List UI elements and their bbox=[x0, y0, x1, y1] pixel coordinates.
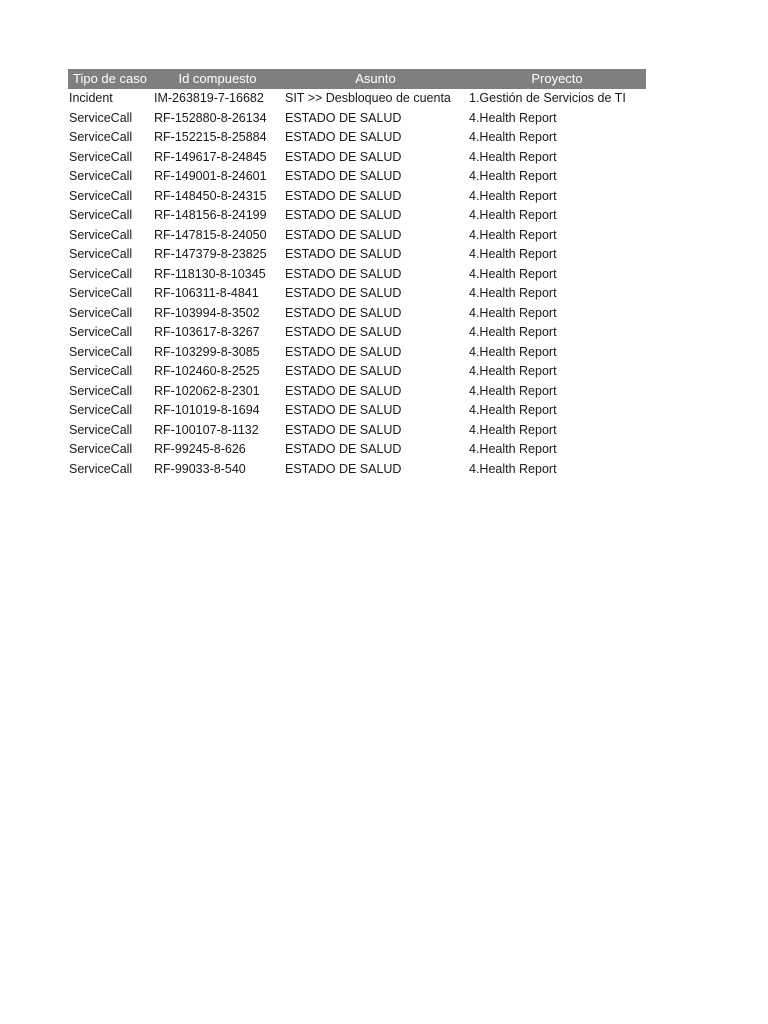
cell-id-compuesto: RF-149001-8-24601 bbox=[154, 169, 267, 183]
cell-proyecto: 4.Health Report bbox=[469, 305, 557, 320]
table-row bbox=[68, 109, 646, 129]
cell-asunto: ESTADO DE SALUD bbox=[285, 364, 402, 378]
cell-id-compuesto: RF-99033-8-540 bbox=[154, 461, 246, 476]
cell-id-compuesto: RF-149617-8-24845 bbox=[154, 149, 267, 164]
cell-asunto: ESTADO DE SALUD bbox=[285, 442, 402, 456]
table-row bbox=[68, 128, 646, 148]
cell-asunto: ESTADO DE SALUD bbox=[285, 383, 402, 398]
cell-id-compuesto: RF-102062-8-2301 bbox=[154, 383, 260, 398]
cell-tipo-de-caso: ServiceCall bbox=[69, 344, 133, 359]
table-header bbox=[68, 69, 646, 89]
cell-proyecto: 4.Health Report bbox=[469, 364, 557, 378]
cell-tipo-de-caso: ServiceCall bbox=[69, 364, 133, 378]
cell-tipo-de-caso: ServiceCall bbox=[69, 286, 133, 300]
cell-asunto: ESTADO DE SALUD bbox=[285, 266, 402, 281]
cell-proyecto: 4.Health Report bbox=[469, 110, 557, 125]
header-tipo-de-caso: Tipo de caso bbox=[68, 69, 152, 89]
cell-tipo-de-caso: ServiceCall bbox=[69, 149, 133, 164]
cell-tipo-de-caso: ServiceCall bbox=[69, 169, 133, 183]
cell-proyecto: 4.Health Report bbox=[469, 188, 557, 203]
cell-asunto: ESTADO DE SALUD bbox=[285, 461, 402, 476]
table-row bbox=[68, 440, 646, 460]
cell-asunto: SIT >> Desbloqueo de cuenta bbox=[285, 91, 451, 105]
cell-tipo-de-caso: ServiceCall bbox=[69, 110, 133, 125]
cell-proyecto: 4.Health Report bbox=[469, 461, 557, 476]
cell-tipo-de-caso: ServiceCall bbox=[69, 383, 133, 398]
cell-asunto: ESTADO DE SALUD bbox=[285, 305, 402, 320]
cell-tipo-de-caso: ServiceCall bbox=[69, 422, 133, 437]
cell-asunto: ESTADO DE SALUD bbox=[285, 344, 402, 359]
cell-tipo-de-caso: ServiceCall bbox=[69, 305, 133, 320]
cell-id-compuesto: RF-147379-8-23825 bbox=[154, 247, 267, 261]
cell-tipo-de-caso: ServiceCall bbox=[69, 188, 133, 203]
cell-id-compuesto: RF-103994-8-3502 bbox=[154, 305, 260, 320]
table-row bbox=[68, 382, 646, 402]
table-row bbox=[68, 323, 646, 343]
table-row bbox=[68, 421, 646, 441]
table-row bbox=[68, 304, 646, 324]
cell-tipo-de-caso: ServiceCall bbox=[69, 403, 133, 417]
cell-proyecto: 4.Health Report bbox=[469, 149, 557, 164]
cell-id-compuesto: RF-152880-8-26134 bbox=[154, 110, 267, 125]
cell-proyecto: 4.Health Report bbox=[469, 422, 557, 437]
table-row bbox=[68, 148, 646, 168]
cell-id-compuesto: RF-106311-8-4841 bbox=[154, 286, 259, 300]
cell-proyecto: 1.Gestión de Servicios de TI bbox=[469, 91, 626, 105]
cell-tipo-de-caso: ServiceCall bbox=[69, 130, 133, 144]
cell-asunto: ESTADO DE SALUD bbox=[285, 188, 402, 203]
table-row bbox=[68, 167, 646, 187]
header-id-compuesto: Id compuesto bbox=[152, 69, 283, 89]
cell-tipo-de-caso: ServiceCall bbox=[69, 442, 133, 456]
cell-asunto: ESTADO DE SALUD bbox=[285, 110, 402, 125]
cell-tipo-de-caso: ServiceCall bbox=[69, 461, 133, 476]
cell-id-compuesto: RF-101019-8-1694 bbox=[154, 403, 260, 417]
cell-asunto: ESTADO DE SALUD bbox=[285, 403, 402, 417]
cell-tipo-de-caso: ServiceCall bbox=[69, 227, 133, 242]
table-row bbox=[68, 245, 646, 265]
table-row bbox=[68, 343, 646, 363]
cell-asunto: ESTADO DE SALUD bbox=[285, 130, 402, 144]
header-proyecto: Proyecto bbox=[468, 69, 646, 89]
cell-asunto: ESTADO DE SALUD bbox=[285, 149, 402, 164]
cell-asunto: ESTADO DE SALUD bbox=[285, 169, 402, 183]
table-row bbox=[68, 362, 646, 382]
cell-id-compuesto: RF-147815-8-24050 bbox=[154, 227, 267, 242]
cell-id-compuesto: RF-99245-8-626 bbox=[154, 442, 246, 456]
header-row bbox=[68, 69, 646, 89]
cell-id-compuesto: RF-103299-8-3085 bbox=[154, 344, 260, 359]
cell-tipo-de-caso: ServiceCall bbox=[69, 325, 133, 339]
cell-id-compuesto: RF-148450-8-24315 bbox=[154, 188, 267, 203]
cell-proyecto: 4.Health Report bbox=[469, 403, 557, 417]
cell-proyecto: 4.Health Report bbox=[469, 383, 557, 398]
cell-asunto: ESTADO DE SALUD bbox=[285, 325, 402, 339]
cell-id-compuesto: RF-152215-8-25884 bbox=[154, 130, 267, 144]
cell-proyecto: 4.Health Report bbox=[469, 442, 557, 456]
cell-proyecto: 4.Health Report bbox=[469, 227, 557, 242]
table-body bbox=[68, 89, 646, 479]
cases-table bbox=[68, 69, 646, 479]
table-row bbox=[68, 265, 646, 285]
cell-id-compuesto: RF-118130-8-10345 bbox=[154, 266, 266, 281]
cell-id-compuesto: RF-103617-8-3267 bbox=[154, 325, 260, 339]
cell-id-compuesto: IM-263819-7-16682 bbox=[154, 91, 264, 105]
cell-asunto: ESTADO DE SALUD bbox=[285, 227, 402, 242]
cell-tipo-de-caso: ServiceCall bbox=[69, 266, 133, 281]
table-row bbox=[68, 284, 646, 304]
cell-proyecto: 4.Health Report bbox=[469, 344, 557, 359]
cell-id-compuesto: RF-102460-8-2525 bbox=[154, 364, 260, 378]
table-row bbox=[68, 89, 646, 109]
header-asunto: Asunto bbox=[283, 69, 468, 89]
cell-proyecto: 4.Health Report bbox=[469, 286, 557, 300]
cell-proyecto: 4.Health Report bbox=[469, 169, 557, 183]
cell-asunto: ESTADO DE SALUD bbox=[285, 286, 402, 300]
table-row bbox=[68, 187, 646, 207]
table-row bbox=[68, 226, 646, 246]
cell-id-compuesto: RF-148156-8-24199 bbox=[154, 208, 267, 222]
table-row bbox=[68, 401, 646, 421]
cell-proyecto: 4.Health Report bbox=[469, 208, 557, 222]
cell-proyecto: 4.Health Report bbox=[469, 130, 557, 144]
cell-proyecto: 4.Health Report bbox=[469, 266, 557, 281]
table-row bbox=[68, 206, 646, 226]
cell-tipo-de-caso: Incident bbox=[69, 91, 113, 105]
cell-asunto: ESTADO DE SALUD bbox=[285, 422, 402, 437]
table-row bbox=[68, 460, 646, 480]
cell-tipo-de-caso: ServiceCall bbox=[69, 247, 133, 261]
cell-proyecto: 4.Health Report bbox=[469, 325, 557, 339]
cell-asunto: ESTADO DE SALUD bbox=[285, 247, 402, 261]
cell-asunto: ESTADO DE SALUD bbox=[285, 208, 402, 222]
cell-id-compuesto: RF-100107-8-1132 bbox=[154, 422, 259, 437]
cell-proyecto: 4.Health Report bbox=[469, 247, 557, 261]
cell-tipo-de-caso: ServiceCall bbox=[69, 208, 133, 222]
